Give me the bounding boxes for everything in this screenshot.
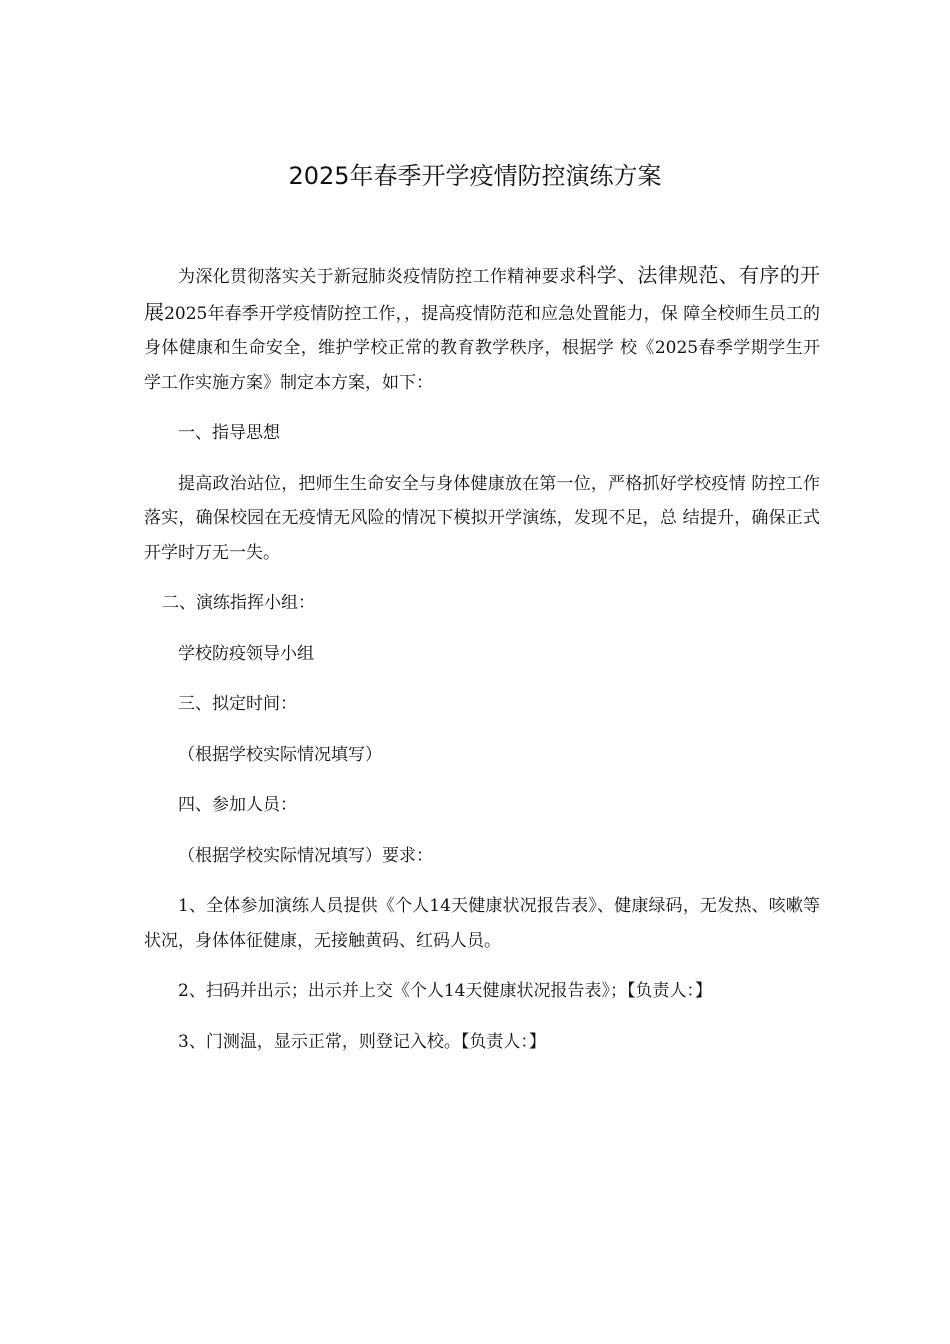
- intro-rest: 2025年春季开学疫情防控工作，，提高疫情防范和应急处置能力，保 障全校师生员工的身体健康和生命安全，维护学校正常的教育教学秩序，根据学 校《2025春季学期学生开学工作实施方案》制定本方案，如下：: [144, 303, 821, 393]
- section2-heading: 二、演练指挥小组：: [162, 593, 315, 613]
- requirement-item-2: 2、扫码并出示；出示并上交《个人14天健康状况报告表》；【负责人：】: [178, 981, 712, 1001]
- section4-heading: 四、参加人员：: [178, 795, 297, 815]
- document-title: 2025年春季开学疫情防控演练方案: [288, 162, 662, 190]
- section4-text: （根据学校实际情况填写）要求：: [178, 845, 433, 866]
- section3-heading: 三、拟定时间：: [178, 694, 297, 714]
- intro-paragraph: [144, 258, 820, 400]
- section2-text: 学校防疫领导小组: [178, 643, 314, 664]
- section1-heading: 一、指导思想: [178, 423, 280, 443]
- section3-text: （根据学校实际情况填写）: [178, 744, 382, 765]
- requirement-item-1: 1、全体参加演练人员提供《个人14天健康状况报告表》、健康绿码，无发热、咳嗽等状况，身体体征健康，无接触黄码、红码人员。: [144, 896, 820, 951]
- section1-text: 提高政治站位，把师生生命安全与身体健康放在第一位，严格抓好学校疫情 防控工作落实，确保校园在无疫情无风险的情况下模拟开学演练，发现不足，总 结提升，确保正式开学时万无一失。: [144, 473, 820, 563]
- intro-emphasis: 科学、法律规范、有序的开展: [144, 263, 821, 324]
- intro-prefix: 为深化贯彻落实关于新冠肺炎疫情防控工作精神要求: [178, 267, 577, 287]
- document-body: [144, 258, 820, 1059]
- requirement-item-3: 3、门测温，显示正常，则登记入校。【负责人：】: [178, 1031, 546, 1052]
